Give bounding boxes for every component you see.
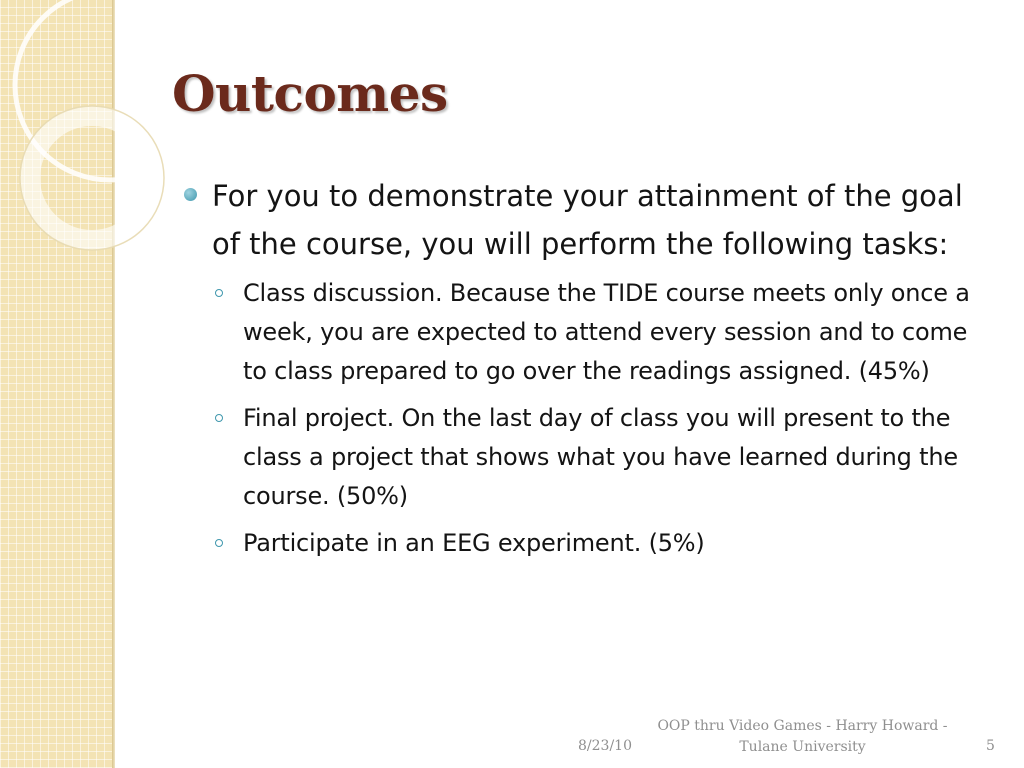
bullet-item bbox=[182, 172, 992, 268]
footer-course-info bbox=[640, 716, 965, 758]
footer-line-2: Tulane University bbox=[739, 739, 866, 755]
sub-bullet-text: Participate in an EEG experiment. (5%) bbox=[243, 529, 705, 557]
sub-bullet-text: Final project. On the last day of class you will present to the class a project that shows what you have learned during the course. (50%) bbox=[243, 404, 958, 510]
footer-date: 8/23/10 bbox=[578, 738, 632, 754]
hollow-circle-bullet-icon bbox=[215, 539, 223, 547]
sub-bullet-item bbox=[213, 399, 992, 516]
sub-bullet-item bbox=[213, 274, 992, 391]
footer-line-1: OOP thru Video Games - Harry Howard - bbox=[657, 718, 948, 734]
footer-page-number: 5 bbox=[986, 738, 995, 754]
slide-body bbox=[182, 172, 992, 571]
hollow-circle-bullet-icon bbox=[215, 289, 223, 297]
hollow-circle-bullet-icon bbox=[215, 414, 223, 422]
sub-bullet-item bbox=[213, 524, 992, 563]
sub-bullet-list bbox=[182, 274, 992, 563]
slide-title: Outcomes bbox=[172, 64, 448, 123]
bullet-text: For you to demonstrate your attainment of the goal of the course, you will perform the following tasks: bbox=[212, 179, 963, 261]
filled-circle-bullet-icon bbox=[184, 188, 197, 201]
sub-bullet-text: Class discussion. Because the TIDE course meets only once a week, you are expected to attend every session and to come to class prepared to go over the readings assigned. (45%) bbox=[243, 279, 970, 385]
